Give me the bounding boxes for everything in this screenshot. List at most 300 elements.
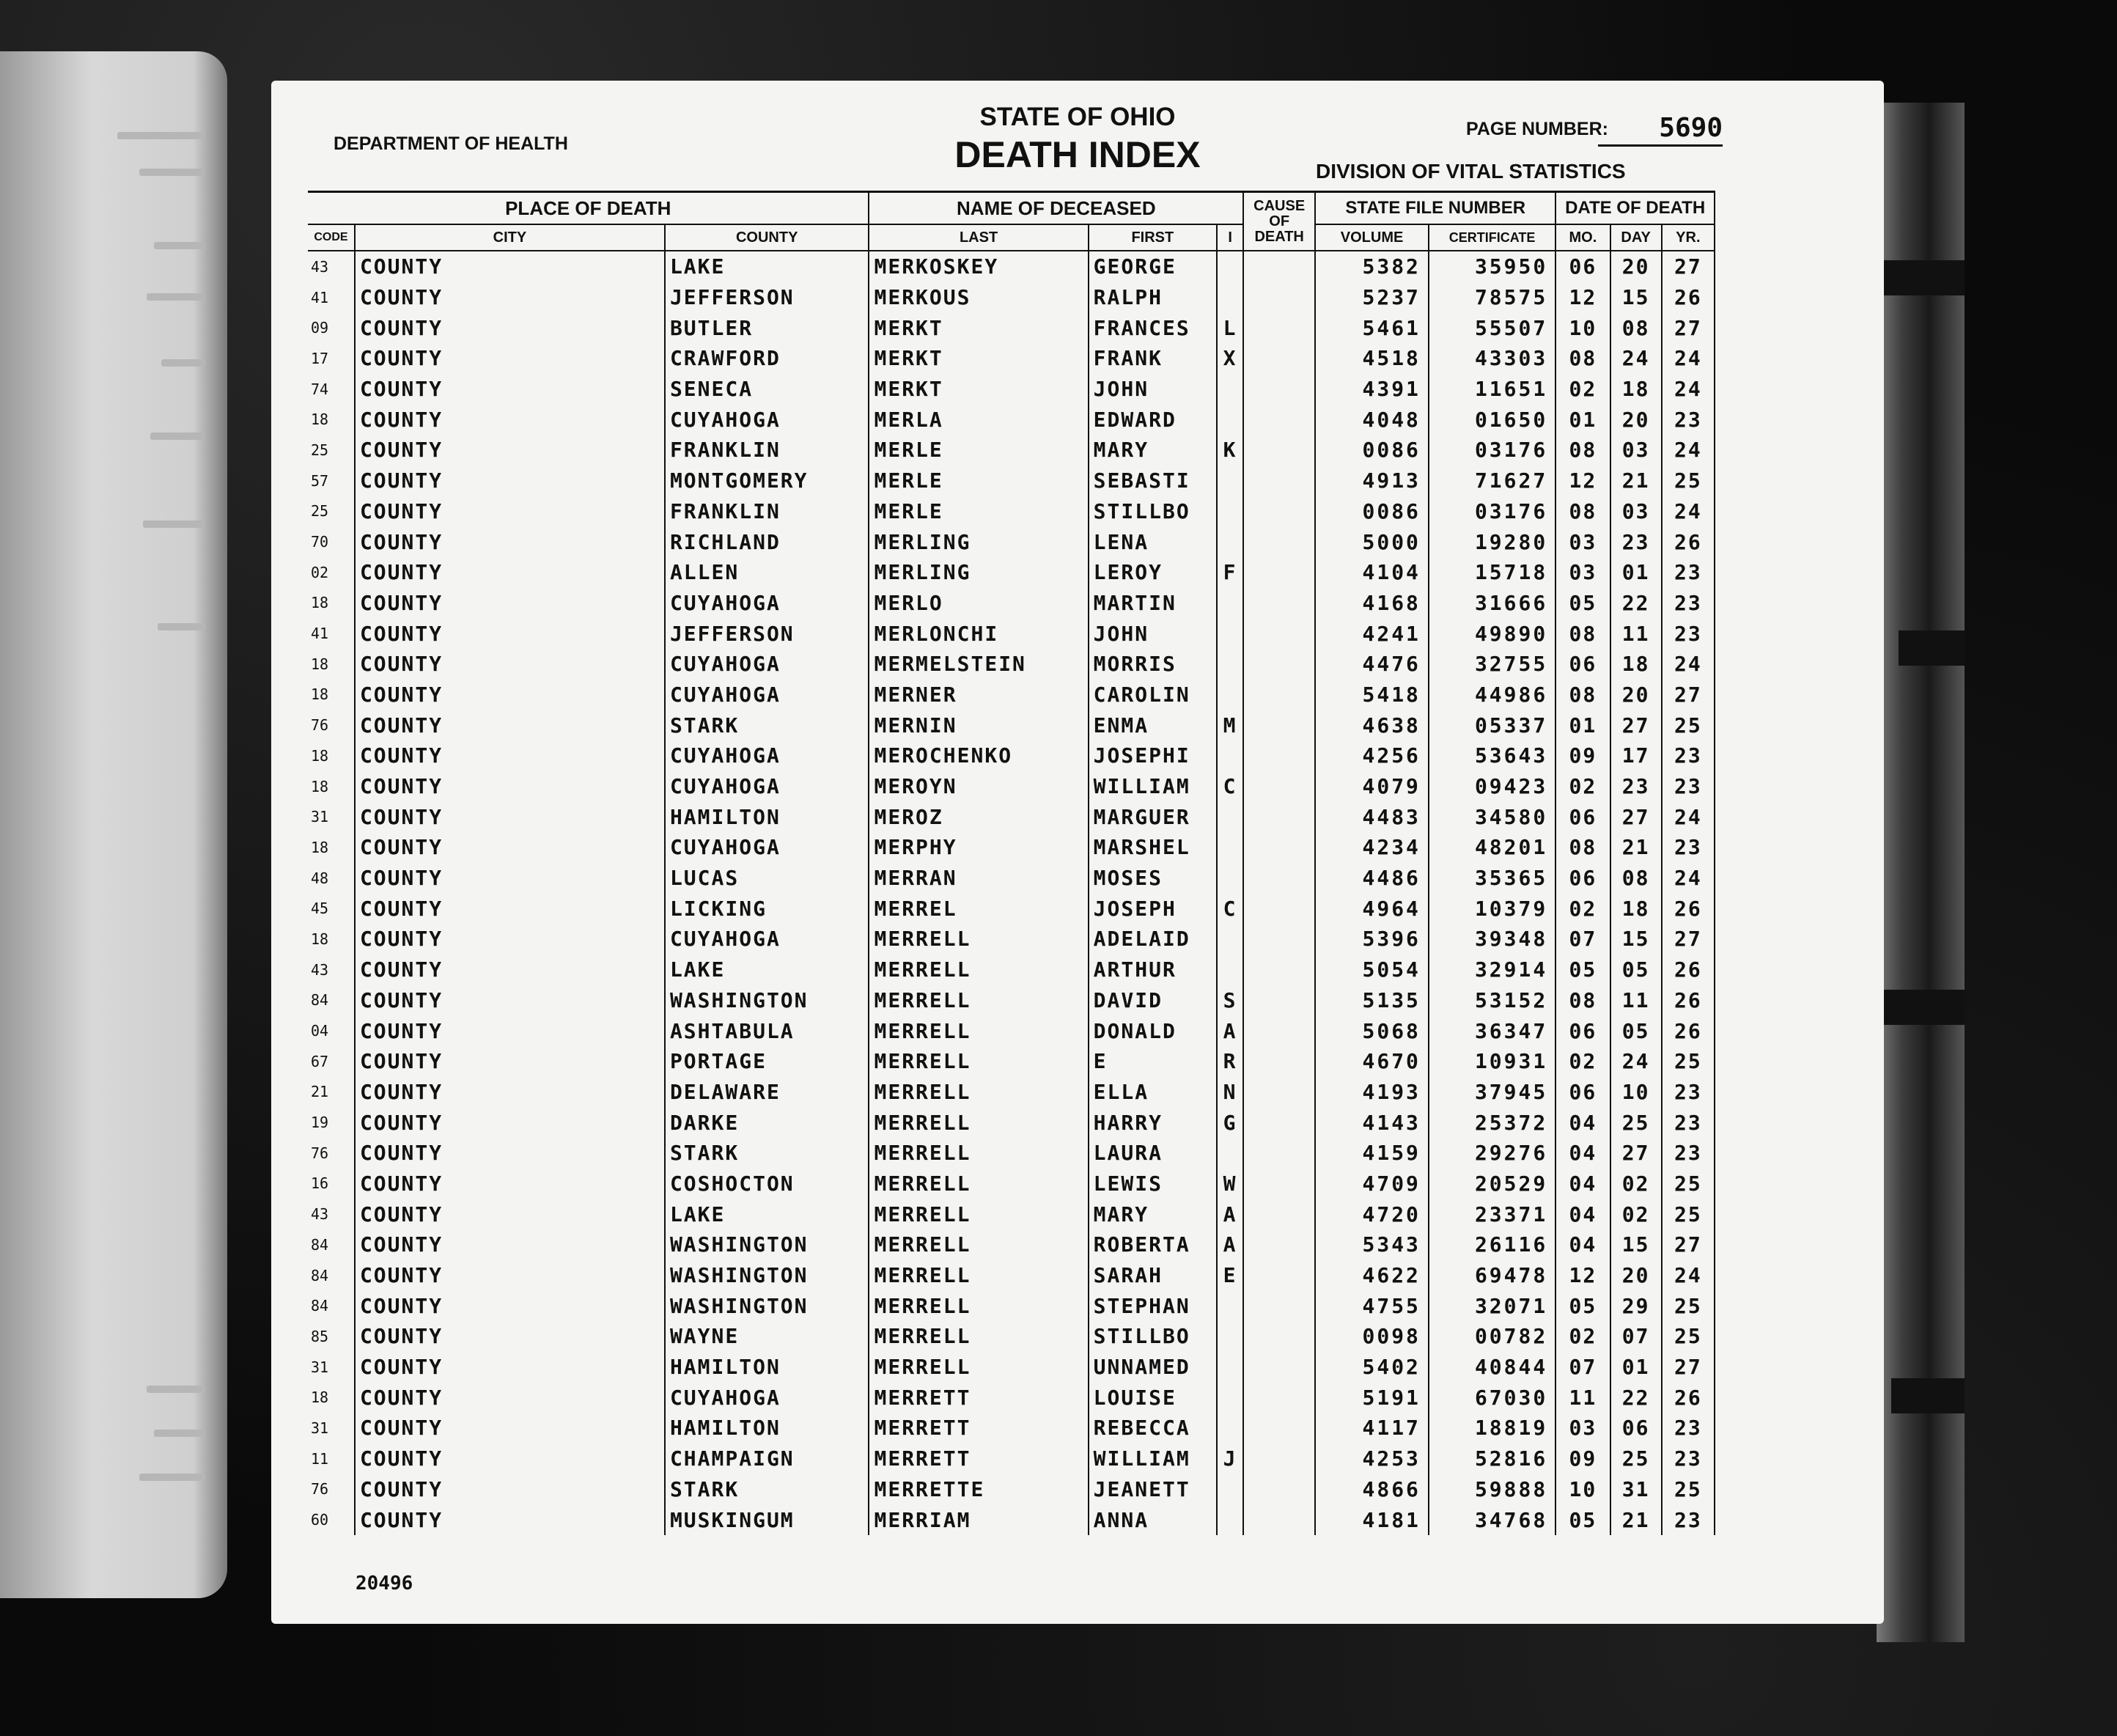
city-cell: COUNTY [355, 1169, 665, 1199]
volume-cell: 4866 [1315, 1474, 1429, 1505]
county-cell: STARK [665, 1474, 869, 1505]
month-cell: 08 [1555, 618, 1610, 649]
initial-cell [1217, 374, 1243, 405]
code-cell: 76 [311, 1144, 329, 1162]
city-cell: COUNTY [355, 740, 665, 771]
code-cell: 43 [311, 1205, 329, 1224]
city-cell: COUNTY [355, 649, 665, 680]
certificate-cell: 52816 [1429, 1443, 1555, 1474]
table-row [308, 955, 1715, 985]
cause-of-death-cell [1243, 1077, 1315, 1108]
certificate-cell: 10379 [1429, 893, 1555, 924]
initial-cell [1217, 740, 1243, 771]
year-cell: 24 [1662, 435, 1715, 466]
day-cell: 27 [1610, 801, 1662, 832]
day-cell: 20 [1610, 404, 1662, 435]
city-cell: COUNTY [355, 1229, 665, 1260]
month-cell: 02 [1555, 374, 1610, 405]
year-cell: 27 [1662, 1229, 1715, 1260]
month-cell: 12 [1555, 1260, 1610, 1291]
month-cell: 06 [1555, 863, 1610, 894]
last-name-cell: MERRELL [869, 955, 1088, 985]
code-cell: 18 [311, 411, 329, 429]
county-cell: WASHINGTON [665, 1260, 869, 1291]
volume-cell: 4755 [1315, 1290, 1429, 1321]
cause-of-death-cell [1243, 771, 1315, 802]
month-cell: 01 [1555, 404, 1610, 435]
month-cell: 08 [1555, 496, 1610, 527]
month-cell: 09 [1555, 1443, 1610, 1474]
month-cell: 04 [1555, 1229, 1610, 1260]
county-cell: LAKE [665, 1199, 869, 1229]
certificate-cell: 48201 [1429, 832, 1555, 863]
initial-cell: E [1217, 1260, 1243, 1291]
table-row [308, 740, 1715, 771]
month-cell: 02 [1555, 1321, 1610, 1352]
day-cell: 21 [1610, 832, 1662, 863]
volume-cell: 4518 [1315, 343, 1429, 374]
first-name-cell: ANNA [1089, 1504, 1217, 1535]
first-name-cell: JOHN [1089, 618, 1217, 649]
day-cell: 02 [1610, 1199, 1662, 1229]
first-name-header: FIRST [1089, 224, 1217, 251]
last-name-cell: MERPHY [869, 832, 1088, 863]
month-cell: 02 [1555, 1046, 1610, 1077]
code-cell: 17 [311, 349, 329, 367]
month-cell: 08 [1555, 985, 1610, 1016]
cause-of-death-cell [1243, 1229, 1315, 1260]
year-cell: 27 [1662, 312, 1715, 343]
county-cell: LUCAS [665, 863, 869, 894]
certificate-cell: 03176 [1429, 496, 1555, 527]
month-cell: 08 [1555, 343, 1610, 374]
table-row [308, 1474, 1715, 1505]
code-cell: 18 [311, 1389, 329, 1407]
last-name-cell: MERREL [869, 893, 1088, 924]
volume-cell: 4159 [1315, 1138, 1429, 1169]
cause-of-death-cell [1243, 1413, 1315, 1443]
cause-of-death-cell [1243, 251, 1315, 282]
first-name-cell: MARGUER [1089, 801, 1217, 832]
year-cell: 24 [1662, 374, 1715, 405]
city-cell: COUNTY [355, 955, 665, 985]
cause-of-death-header: CAUSE OF DEATH [1243, 193, 1315, 251]
last-name-cell: MERLE [869, 466, 1088, 496]
day-cell: 21 [1610, 1504, 1662, 1535]
month-cell: 04 [1555, 1107, 1610, 1138]
volume-cell: 4143 [1315, 1107, 1429, 1138]
county-cell: CUYAHOGA [665, 740, 869, 771]
volume-cell: 4241 [1315, 618, 1429, 649]
cause-of-death-cell [1243, 893, 1315, 924]
first-name-cell: ENMA [1089, 710, 1217, 740]
last-name-cell: MERKT [869, 312, 1088, 343]
place-of-death-header: PLACE OF DEATH [308, 193, 869, 224]
last-name-cell: MERMELSTEIN [869, 649, 1088, 680]
county-cell: CUYAHOGA [665, 771, 869, 802]
initial-cell [1217, 496, 1243, 527]
volume-cell: 4670 [1315, 1046, 1429, 1077]
cause-of-death-cell [1243, 710, 1315, 740]
month-cell: 04 [1555, 1169, 1610, 1199]
day-cell: 15 [1610, 1229, 1662, 1260]
column-header-row [308, 224, 1715, 251]
volume-cell: 4391 [1315, 374, 1429, 405]
last-name-cell: MERRETT [869, 1382, 1088, 1413]
city-cell: COUNTY [355, 312, 665, 343]
county-cell: CUYAHOGA [665, 649, 869, 680]
initial-cell: A [1217, 1229, 1243, 1260]
cause-of-death-cell [1243, 1474, 1315, 1505]
year-cell: 25 [1662, 1199, 1715, 1229]
volume-cell: 4709 [1315, 1169, 1429, 1199]
cause-of-death-cell [1243, 282, 1315, 313]
certificate-cell: 23371 [1429, 1199, 1555, 1229]
last-name-cell: MERLO [869, 588, 1088, 619]
certificate-cell: 69478 [1429, 1260, 1555, 1291]
division-label: DIVISION OF VITAL STATISTICS [1316, 160, 1626, 183]
first-name-cell: MARSHEL [1089, 832, 1217, 863]
cause-of-death-cell [1243, 801, 1315, 832]
cause-of-death-cell [1243, 1321, 1315, 1352]
certificate-cell: 29276 [1429, 1138, 1555, 1169]
volume-cell: 4048 [1315, 404, 1429, 435]
last-name-cell: MERRELL [869, 1015, 1088, 1046]
initial-cell [1217, 1474, 1243, 1505]
code-cell: 31 [311, 1419, 329, 1437]
last-name-cell: MERRELL [869, 1046, 1088, 1077]
table-row [308, 710, 1715, 740]
city-cell: COUNTY [355, 1077, 665, 1108]
table-row [308, 435, 1715, 466]
cause-of-death-cell [1243, 924, 1315, 955]
initial-cell [1217, 680, 1243, 710]
last-name-cell: MERRELL [869, 1229, 1088, 1260]
volume-cell: 4964 [1315, 893, 1429, 924]
day-cell: 10 [1610, 1077, 1662, 1108]
day-cell: 22 [1610, 1382, 1662, 1413]
city-cell: COUNTY [355, 1107, 665, 1138]
city-cell: COUNTY [355, 1015, 665, 1046]
last-name-cell: MERRELL [869, 1169, 1088, 1199]
year-cell: 23 [1662, 1138, 1715, 1169]
table-row [308, 1015, 1715, 1046]
initial-cell [1217, 251, 1243, 282]
first-name-cell: JEANETT [1089, 1474, 1217, 1505]
certificate-cell: 40844 [1429, 1352, 1555, 1383]
first-name-cell: UNNAMED [1089, 1352, 1217, 1383]
initial-cell: A [1217, 1199, 1243, 1229]
city-cell: COUNTY [355, 1474, 665, 1505]
city-cell: COUNTY [355, 893, 665, 924]
day-cell: 01 [1610, 557, 1662, 588]
initial-cell [1217, 526, 1243, 557]
county-cell: DELAWARE [665, 1077, 869, 1108]
day-cell: 23 [1610, 771, 1662, 802]
month-cell: 11 [1555, 1382, 1610, 1413]
certificate-cell: 20529 [1429, 1169, 1555, 1199]
county-cell: CUYAHOGA [665, 832, 869, 863]
county-cell: COSHOCTON [665, 1169, 869, 1199]
city-cell: COUNTY [355, 526, 665, 557]
table-row [308, 1352, 1715, 1383]
volume-cell: 5382 [1315, 251, 1429, 282]
day-cell: 31 [1610, 1474, 1662, 1505]
county-cell: ASHTABULA [665, 1015, 869, 1046]
initial-cell [1217, 863, 1243, 894]
volume-cell: 0098 [1315, 1321, 1429, 1352]
month-cell: 06 [1555, 251, 1610, 282]
county-cell: MONTGOMERY [665, 466, 869, 496]
code-cell: 09 [311, 319, 329, 337]
month-cell: 12 [1555, 466, 1610, 496]
cause-of-death-cell [1243, 466, 1315, 496]
city-cell: COUNTY [355, 1199, 665, 1229]
code-cell: 84 [311, 1235, 329, 1254]
certificate-cell: 34580 [1429, 801, 1555, 832]
year-cell: 23 [1662, 1504, 1715, 1535]
year-cell: 23 [1662, 832, 1715, 863]
county-cell: CUYAHOGA [665, 924, 869, 955]
day-cell: 18 [1610, 374, 1662, 405]
county-cell: WASHINGTON [665, 985, 869, 1016]
table-row [308, 771, 1715, 802]
volume-cell: 4720 [1315, 1199, 1429, 1229]
initial-cell: W [1217, 1169, 1243, 1199]
cause-of-death-cell [1243, 588, 1315, 619]
last-name-cell: MERNER [869, 680, 1088, 710]
year-cell: 27 [1662, 680, 1715, 710]
code-cell: 18 [311, 746, 329, 765]
month-cell: 02 [1555, 771, 1610, 802]
cause-of-death-cell [1243, 680, 1315, 710]
table-row [308, 924, 1715, 955]
code-cell: 02 [311, 563, 329, 581]
table-row [308, 1504, 1715, 1535]
first-name-cell: MARY [1089, 1199, 1217, 1229]
code-cell: 31 [311, 1358, 329, 1376]
month-cell: 02 [1555, 893, 1610, 924]
month-cell: 06 [1555, 1015, 1610, 1046]
year-cell: 25 [1662, 1321, 1715, 1352]
initial-cell: L [1217, 312, 1243, 343]
year-cell: 23 [1662, 1413, 1715, 1443]
table-row [308, 1382, 1715, 1413]
year-cell: 24 [1662, 496, 1715, 527]
month-cell: 01 [1555, 710, 1610, 740]
day-cell: 24 [1610, 1046, 1662, 1077]
day-cell: 20 [1610, 680, 1662, 710]
table-row [308, 1107, 1715, 1138]
table-row [308, 680, 1715, 710]
volume-cell: 0086 [1315, 435, 1429, 466]
volume-cell: 4193 [1315, 1077, 1429, 1108]
last-name-cell: MERRELL [869, 1138, 1088, 1169]
table-row [308, 588, 1715, 619]
last-name-cell: MERRELL [869, 1077, 1088, 1108]
volume-cell: 4079 [1315, 771, 1429, 802]
day-cell: 05 [1610, 1015, 1662, 1046]
volume-cell: 4913 [1315, 466, 1429, 496]
volume-cell: 0086 [1315, 496, 1429, 527]
day-cell: 20 [1610, 251, 1662, 282]
month-cell: 03 [1555, 526, 1610, 557]
county-cell: WASHINGTON [665, 1290, 869, 1321]
last-name-cell: MERLA [869, 404, 1088, 435]
day-cell: 11 [1610, 985, 1662, 1016]
city-cell: COUNTY [355, 251, 665, 282]
year-cell: 25 [1662, 710, 1715, 740]
last-name-cell: MERRELL [869, 985, 1088, 1016]
month-cell: 04 [1555, 1199, 1610, 1229]
volume-cell: 4486 [1315, 863, 1429, 894]
first-name-cell: FRANK [1089, 343, 1217, 374]
year-cell: 23 [1662, 740, 1715, 771]
table-row [308, 282, 1715, 313]
initial-cell: G [1217, 1107, 1243, 1138]
year-cell: 24 [1662, 863, 1715, 894]
year-cell: 26 [1662, 955, 1715, 985]
city-cell: COUNTY [355, 1504, 665, 1535]
code-cell: 43 [311, 960, 329, 979]
last-name-cell: MERRELL [869, 1352, 1088, 1383]
last-name-cell: MERKOSKEY [869, 251, 1088, 282]
table-row [308, 863, 1715, 894]
volume-cell: 5135 [1315, 985, 1429, 1016]
cause-of-death-cell [1243, 1260, 1315, 1291]
last-name-cell: MERNIN [869, 710, 1088, 740]
cause-of-death-cell [1243, 1352, 1315, 1383]
date-of-death-header: DATE OF DEATH [1555, 193, 1715, 224]
month-cell: 08 [1555, 832, 1610, 863]
year-cell: 25 [1662, 1474, 1715, 1505]
code-cell: 74 [311, 380, 329, 398]
certificate-cell: 37945 [1429, 1077, 1555, 1108]
cause-of-death-cell [1243, 985, 1315, 1016]
day-cell: 03 [1610, 496, 1662, 527]
year-cell: 23 [1662, 1107, 1715, 1138]
table-row [308, 496, 1715, 527]
day-cell: 02 [1610, 1169, 1662, 1199]
certificate-cell: 32071 [1429, 1290, 1555, 1321]
first-name-cell: CAROLIN [1089, 680, 1217, 710]
initial-cell: R [1217, 1046, 1243, 1077]
day-cell: 21 [1610, 466, 1662, 496]
initial-cell [1217, 1290, 1243, 1321]
code-cell: 84 [311, 1266, 329, 1284]
first-name-cell: LEROY [1089, 557, 1217, 588]
first-name-cell: JOSEPHI [1089, 740, 1217, 771]
year-cell: 23 [1662, 1077, 1715, 1108]
table-row [308, 893, 1715, 924]
code-cell: 04 [311, 1022, 329, 1040]
first-name-cell: MORRIS [1089, 649, 1217, 680]
day-cell: 15 [1610, 282, 1662, 313]
initial-cell [1217, 618, 1243, 649]
certificate-cell: 53643 [1429, 740, 1555, 771]
code-cell: 41 [311, 288, 329, 306]
cause-of-death-cell [1243, 1443, 1315, 1474]
year-cell: 24 [1662, 343, 1715, 374]
initial-cell [1217, 1321, 1243, 1352]
code-cell: 84 [311, 1297, 329, 1315]
code-cell: 18 [311, 685, 329, 704]
day-cell: 22 [1610, 588, 1662, 619]
day-cell: 27 [1610, 1138, 1662, 1169]
cause-of-death-cell [1243, 404, 1315, 435]
death-index-page [271, 81, 1884, 1624]
initial-cell [1217, 832, 1243, 863]
county-cell: BUTLER [665, 312, 869, 343]
state-label: STATE OF OHIO [979, 103, 1176, 131]
volume-cell: 4234 [1315, 832, 1429, 863]
day-cell: 23 [1610, 526, 1662, 557]
first-name-cell: STILLBO [1089, 1321, 1217, 1352]
year-cell: 25 [1662, 1290, 1715, 1321]
county-header: COUNTY [665, 224, 869, 251]
first-name-cell: E [1089, 1046, 1217, 1077]
county-cell: STARK [665, 1138, 869, 1169]
day-cell: 25 [1610, 1443, 1662, 1474]
county-cell: CHAMPAIGN [665, 1443, 869, 1474]
code-cell: 67 [311, 1052, 329, 1070]
city-cell: COUNTY [355, 1352, 665, 1383]
county-cell: LICKING [665, 893, 869, 924]
county-cell: SENECA [665, 374, 869, 405]
day-cell: 07 [1610, 1321, 1662, 1352]
table-row [308, 312, 1715, 343]
county-cell: CUYAHOGA [665, 588, 869, 619]
city-cell: COUNTY [355, 1382, 665, 1413]
certificate-cell: 19280 [1429, 526, 1555, 557]
year-cell: 24 [1662, 1260, 1715, 1291]
cause-of-death-cell [1243, 955, 1315, 985]
county-cell: DARKE [665, 1107, 869, 1138]
city-cell: COUNTY [355, 924, 665, 955]
certificate-cell: 71627 [1429, 466, 1555, 496]
year-cell: 26 [1662, 1382, 1715, 1413]
first-name-cell: ARTHUR [1089, 955, 1217, 985]
city-cell: COUNTY [355, 404, 665, 435]
code-cell: 21 [311, 1083, 329, 1101]
volume-cell: 5418 [1315, 680, 1429, 710]
day-cell: 06 [1610, 1413, 1662, 1443]
last-name-cell: MERRETTE [869, 1474, 1088, 1505]
certificate-cell: 44986 [1429, 680, 1555, 710]
last-name-cell: MERRELL [869, 1107, 1088, 1138]
index-rows [308, 251, 1715, 1535]
certificate-cell: 00782 [1429, 1321, 1555, 1352]
table-row [308, 1046, 1715, 1077]
year-cell: 27 [1662, 1352, 1715, 1383]
cause-of-death-cell [1243, 496, 1315, 527]
county-cell: ALLEN [665, 557, 869, 588]
month-cell: 06 [1555, 649, 1610, 680]
table-row [308, 1077, 1715, 1108]
cause-of-death-cell [1243, 1107, 1315, 1138]
last-name-cell: MERRELL [869, 1321, 1088, 1352]
day-cell: 17 [1610, 740, 1662, 771]
initial-cell [1217, 404, 1243, 435]
code-cell: 76 [311, 716, 329, 735]
volume-cell: 5461 [1315, 312, 1429, 343]
code-cell: 85 [311, 1327, 329, 1345]
volume-cell: 5396 [1315, 924, 1429, 955]
month-cell: 10 [1555, 312, 1610, 343]
certificate-cell: 03176 [1429, 435, 1555, 466]
cause-of-death-cell [1243, 1015, 1315, 1046]
last-name-cell: MERLING [869, 526, 1088, 557]
